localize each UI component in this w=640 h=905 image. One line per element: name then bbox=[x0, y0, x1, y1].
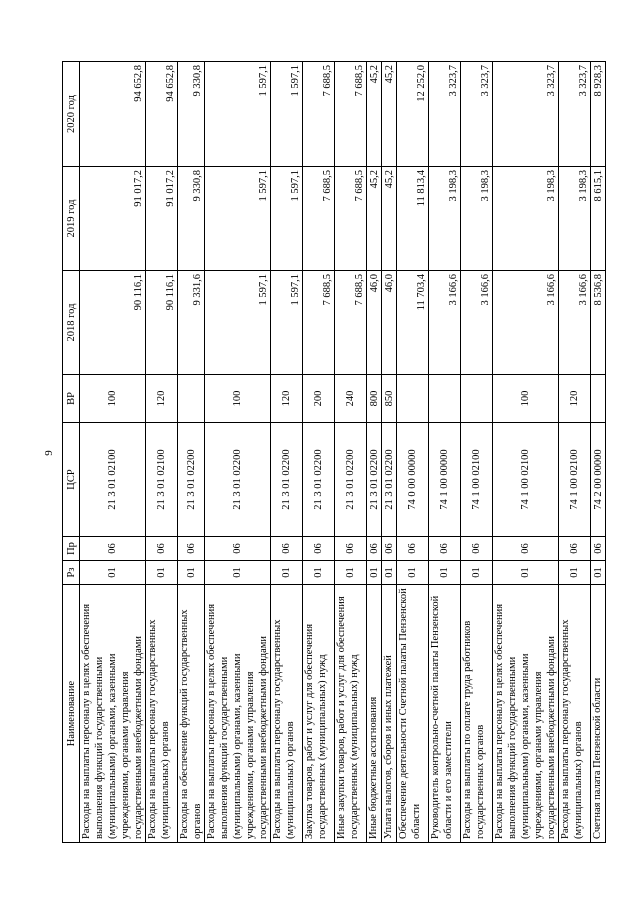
row-2019-cell: 3 198,3 bbox=[461, 167, 493, 271]
budget-table-rotated bbox=[62, 62, 604, 843]
row-vr-cell: 200 bbox=[303, 375, 335, 423]
row-rz-cell: 01 bbox=[205, 561, 271, 585]
row-vr-cell: 120 bbox=[559, 375, 591, 423]
row-pr-cell: 06 bbox=[461, 537, 493, 561]
row-2018-cell: 11 703,4 bbox=[397, 271, 429, 375]
row-2020-cell: 3 323,7 bbox=[559, 62, 591, 167]
table-row bbox=[397, 62, 429, 843]
row-csr-cell: 21 3 01 02200 bbox=[303, 423, 335, 537]
row-2019-cell: 45,2 bbox=[367, 167, 382, 271]
row-name-cell: Руководитель контрольно-счетной палаты Пензенской области и его заместители bbox=[429, 585, 461, 843]
row-2019-cell: 3 198,3 bbox=[559, 167, 591, 271]
row-rz-cell: 01 bbox=[303, 561, 335, 585]
table-body bbox=[80, 62, 606, 843]
row-vr-cell bbox=[178, 375, 205, 423]
row-name-cell: Расходы на выплаты персоналу государственных (муниципальных) органов bbox=[559, 585, 591, 843]
row-rz-cell: 01 bbox=[591, 561, 606, 585]
row-2018-cell: 90 116,1 bbox=[80, 271, 146, 375]
row-pr-cell: 06 bbox=[591, 537, 606, 561]
row-pr-cell: 06 bbox=[335, 537, 367, 561]
row-name-cell: Расходы на выплаты персоналу в целях обеспечения выполнения функций государственными (муниципальными) органами, казенными учреждениями, органами управления государственными внебюджетными фондами bbox=[205, 585, 271, 843]
row-vr-cell: 850 bbox=[382, 375, 397, 423]
row-rz-cell: 01 bbox=[559, 561, 591, 585]
row-rz-cell: 01 bbox=[178, 561, 205, 585]
row-rz-cell: 01 bbox=[429, 561, 461, 585]
table-row bbox=[493, 62, 559, 843]
row-2020-cell: 9 330,8 bbox=[178, 62, 205, 167]
row-2018-cell: 1 597,1 bbox=[271, 271, 303, 375]
row-2020-cell: 3 323,7 bbox=[493, 62, 559, 167]
budget-table bbox=[62, 61, 606, 843]
row-2018-cell: 8 536,8 bbox=[591, 271, 606, 375]
row-vr-cell: 120 bbox=[271, 375, 303, 423]
row-pr-cell: 06 bbox=[146, 537, 178, 561]
row-2020-cell: 12 252,0 bbox=[397, 62, 429, 167]
row-name-cell: Обеспечение деятельности Счетной палаты Пензенской области bbox=[397, 585, 429, 843]
row-2020-cell: 1 597,1 bbox=[271, 62, 303, 167]
row-vr-cell bbox=[461, 375, 493, 423]
row-vr-cell: 100 bbox=[493, 375, 559, 423]
row-vr-cell: 100 bbox=[205, 375, 271, 423]
row-rz-cell: 01 bbox=[146, 561, 178, 585]
row-2020-cell: 1 597,1 bbox=[205, 62, 271, 167]
header-csr: ЦСР bbox=[63, 423, 80, 537]
row-pr-cell: 06 bbox=[429, 537, 461, 561]
row-vr-cell: 120 bbox=[146, 375, 178, 423]
row-pr-cell: 06 bbox=[397, 537, 429, 561]
row-pr-cell: 06 bbox=[178, 537, 205, 561]
row-2020-cell: 3 323,7 bbox=[461, 62, 493, 167]
row-pr-cell: 06 bbox=[303, 537, 335, 561]
row-2019-cell: 91 017,2 bbox=[80, 167, 146, 271]
row-2018-cell: 7 688,5 bbox=[303, 271, 335, 375]
row-csr-cell: 74 1 00 02100 bbox=[493, 423, 559, 537]
header-2020: 2020 год bbox=[63, 62, 80, 167]
table-row bbox=[559, 62, 591, 843]
row-2019-cell: 11 813,4 bbox=[397, 167, 429, 271]
row-pr-cell: 06 bbox=[271, 537, 303, 561]
row-2019-cell: 7 688,5 bbox=[303, 167, 335, 271]
row-rz-cell: 01 bbox=[461, 561, 493, 585]
row-2020-cell: 7 688,5 bbox=[303, 62, 335, 167]
row-rz-cell: 01 bbox=[397, 561, 429, 585]
row-2019-cell: 1 597,1 bbox=[271, 167, 303, 271]
table-row bbox=[429, 62, 461, 843]
row-2020-cell: 8 928,3 bbox=[591, 62, 606, 167]
row-csr-cell: 21 3 01 02200 bbox=[178, 423, 205, 537]
row-2020-cell: 94 652,8 bbox=[80, 62, 146, 167]
row-pr-cell: 06 bbox=[382, 537, 397, 561]
row-csr-cell: 21 3 01 02200 bbox=[382, 423, 397, 537]
table-row bbox=[367, 62, 382, 843]
row-2018-cell: 3 166,6 bbox=[559, 271, 591, 375]
row-pr-cell: 06 bbox=[205, 537, 271, 561]
row-2018-cell: 90 116,1 bbox=[146, 271, 178, 375]
table-row bbox=[303, 62, 335, 843]
row-vr-cell: 100 bbox=[80, 375, 146, 423]
row-name-cell: Уплата налогов, сборов и иных платежей bbox=[382, 585, 397, 843]
row-csr-cell: 74 2 00 00000 bbox=[591, 423, 606, 537]
row-2020-cell: 3 323,7 bbox=[429, 62, 461, 167]
row-name-cell: Расходы на выплаты персоналу государственных (муниципальных) органов bbox=[271, 585, 303, 843]
row-csr-cell: 21 3 01 02200 bbox=[271, 423, 303, 537]
row-csr-cell: 74 0 00 00000 bbox=[397, 423, 429, 537]
row-name-cell: Расходы на выплаты по оплате труда работников государственных органов bbox=[461, 585, 493, 843]
row-name-cell: Иные закупки товаров, работ и услуг для обеспечения государственных (муниципальных) нужд bbox=[335, 585, 367, 843]
row-csr-cell: 21 3 01 02200 bbox=[335, 423, 367, 537]
row-name-cell: Расходы на выплаты персоналу в целях обеспечения выполнения функций государственными (муниципальными) органами, казенными учреждениями, органами управления государственными внебюджетными фондами bbox=[80, 585, 146, 843]
row-rz-cell: 01 bbox=[367, 561, 382, 585]
table-row bbox=[335, 62, 367, 843]
row-2019-cell: 3 198,3 bbox=[493, 167, 559, 271]
row-2020-cell: 45,2 bbox=[367, 62, 382, 167]
table-row bbox=[205, 62, 271, 843]
row-csr-cell: 74 1 00 00000 bbox=[429, 423, 461, 537]
header-2019: 2019 год bbox=[63, 167, 80, 271]
row-2018-cell: 46,0 bbox=[367, 271, 382, 375]
row-name-cell: Расходы на обеспечение функций государственных органов bbox=[178, 585, 205, 843]
row-vr-cell bbox=[397, 375, 429, 423]
row-rz-cell: 01 bbox=[335, 561, 367, 585]
table-row bbox=[146, 62, 178, 843]
header-2018: 2018 год bbox=[63, 271, 80, 375]
row-2018-cell: 3 166,6 bbox=[461, 271, 493, 375]
page-number: 9 bbox=[42, 450, 55, 456]
row-rz-cell: 01 bbox=[80, 561, 146, 585]
row-csr-cell: 21 3 01 02100 bbox=[146, 423, 178, 537]
row-vr-cell bbox=[429, 375, 461, 423]
row-2019-cell: 7 688,5 bbox=[335, 167, 367, 271]
row-2018-cell: 1 597,1 bbox=[205, 271, 271, 375]
row-2020-cell: 94 652,8 bbox=[146, 62, 178, 167]
row-csr-cell: 21 3 01 02100 bbox=[80, 423, 146, 537]
table-row bbox=[80, 62, 146, 843]
row-name-cell: Расходы на выплаты персоналу государственных (муниципальных) органов bbox=[146, 585, 178, 843]
row-2019-cell: 1 597,1 bbox=[205, 167, 271, 271]
header-rz: Рз bbox=[63, 561, 80, 585]
row-pr-cell: 06 bbox=[367, 537, 382, 561]
row-pr-cell: 06 bbox=[559, 537, 591, 561]
table-row bbox=[271, 62, 303, 843]
row-2019-cell: 3 198,3 bbox=[429, 167, 461, 271]
row-2019-cell: 91 017,2 bbox=[146, 167, 178, 271]
row-2019-cell: 45,2 bbox=[382, 167, 397, 271]
row-rz-cell: 01 bbox=[382, 561, 397, 585]
table-row bbox=[382, 62, 397, 843]
row-vr-cell: 800 bbox=[367, 375, 382, 423]
row-pr-cell: 06 bbox=[80, 537, 146, 561]
table-row bbox=[178, 62, 205, 843]
row-name-cell: Иные бюджетные ассигнования bbox=[367, 585, 382, 843]
row-csr-cell: 74 1 00 02100 bbox=[559, 423, 591, 537]
row-name-cell: Счетная палата Пензенской области bbox=[591, 585, 606, 843]
rotated-page-frame bbox=[62, 62, 604, 843]
row-2018-cell: 9 331,6 bbox=[178, 271, 205, 375]
row-2018-cell: 3 166,6 bbox=[429, 271, 461, 375]
row-pr-cell: 06 bbox=[493, 537, 559, 561]
row-rz-cell: 01 bbox=[493, 561, 559, 585]
header-vr: ВР bbox=[63, 375, 80, 423]
row-csr-cell: 21 3 01 02200 bbox=[205, 423, 271, 537]
row-name-cell: Закупка товаров, работ и услуг для обеспечения государственных (муниципальных) нужд bbox=[303, 585, 335, 843]
header-pr: Пр bbox=[63, 537, 80, 561]
row-name-cell: Расходы на выплаты персоналу в целях обеспечения выполнения функций государственными (муниципальными) органами, казенными учреждениями, органами управления государственными внебюджетными фондами bbox=[493, 585, 559, 843]
row-csr-cell: 21 3 01 02200 bbox=[367, 423, 382, 537]
row-2020-cell: 45,2 bbox=[382, 62, 397, 167]
row-2019-cell: 8 615,1 bbox=[591, 167, 606, 271]
table-row bbox=[461, 62, 493, 843]
row-2018-cell: 7 688,5 bbox=[335, 271, 367, 375]
row-csr-cell: 74 1 00 02100 bbox=[461, 423, 493, 537]
row-2018-cell: 46,0 bbox=[382, 271, 397, 375]
header-row bbox=[63, 62, 80, 843]
row-2018-cell: 3 166,6 bbox=[493, 271, 559, 375]
row-2020-cell: 7 688,5 bbox=[335, 62, 367, 167]
row-2019-cell: 9 330,8 bbox=[178, 167, 205, 271]
row-vr-cell bbox=[591, 375, 606, 423]
table-row bbox=[591, 62, 606, 843]
header-name: Наименование bbox=[63, 585, 80, 843]
row-vr-cell: 240 bbox=[335, 375, 367, 423]
row-rz-cell: 01 bbox=[271, 561, 303, 585]
